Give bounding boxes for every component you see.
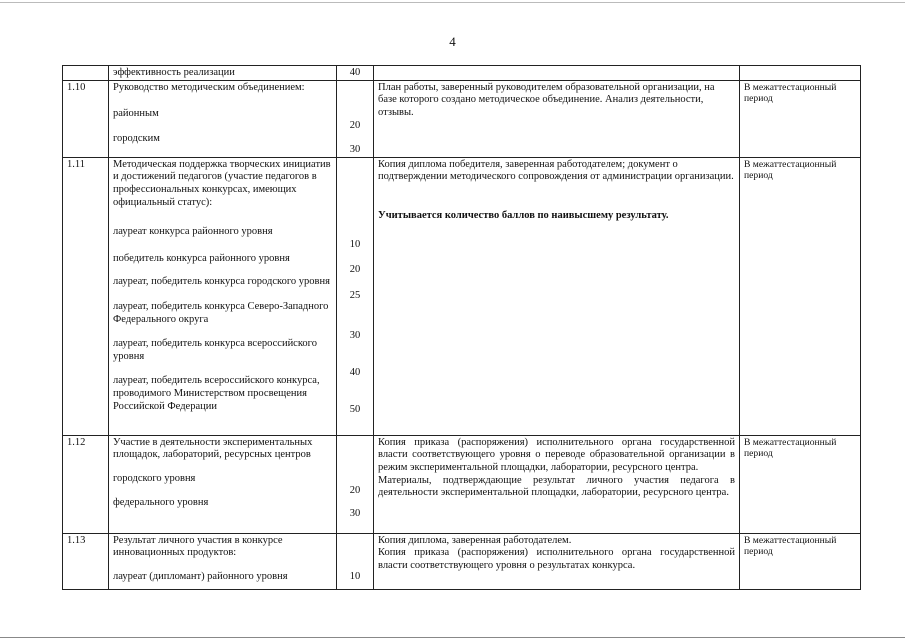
points-value: 30 bbox=[349, 329, 361, 341]
table-row bbox=[63, 66, 861, 81]
points-value: 30 bbox=[349, 508, 361, 520]
criterion-item: лауреат, победитель конкурса Северо-Западного Федерального округа bbox=[113, 300, 329, 325]
points-value: 20 bbox=[349, 484, 361, 496]
criterion-item: лауреат, победитель конкурса городского уровня bbox=[113, 276, 330, 288]
table-row bbox=[63, 157, 861, 435]
criterion-cell bbox=[109, 80, 337, 157]
period-cell: В межаттестационный период bbox=[740, 157, 861, 435]
row-number: 1.10 bbox=[63, 80, 109, 157]
documents-cell bbox=[374, 66, 740, 81]
documents-text: Копия приказа (распоряжения) исполнительного органа государственной власти соответствующего уровня о переводе образовательной организации в режим экспериментальной площадки, лаборатории, ресурсного центра. bbox=[378, 436, 735, 473]
period-cell: В межаттестационный период bbox=[740, 80, 861, 157]
criterion-item: лауреат конкурса районного уровня bbox=[113, 226, 273, 238]
criterion-title: Результат личного участия в конкурсе инновационных продуктов: bbox=[113, 534, 283, 559]
period-cell: В межаттестационный период bbox=[740, 533, 861, 589]
points-cell bbox=[337, 533, 374, 589]
row-number: 1.12 bbox=[63, 435, 109, 533]
criterion-cell bbox=[109, 533, 337, 589]
criterion-title: Методическая поддержка творческих инициатив и достижений педагогов (участие педагогов в профессиональных конкурсах, имеющих официальный статус): bbox=[113, 158, 331, 208]
row-number bbox=[63, 66, 109, 81]
criteria-table bbox=[62, 65, 861, 590]
documents-text: Копия диплома, заверенная работодателем. bbox=[378, 534, 572, 546]
points-cell bbox=[337, 80, 374, 157]
documents-cell bbox=[374, 435, 740, 533]
page-number: 4 bbox=[449, 34, 456, 49]
documents-text: Копия приказа (распоряжения) исполнительного органа государственной власти соответствующего уровня о результатах конкурса. bbox=[378, 547, 735, 571]
period-cell bbox=[740, 66, 861, 81]
documents-cell bbox=[374, 533, 740, 589]
points-cell bbox=[337, 435, 374, 533]
points-value: 20 bbox=[349, 264, 361, 276]
criterion-item: лауреат (дипломант) районного уровня bbox=[113, 570, 288, 582]
points-value: 50 bbox=[349, 403, 361, 415]
criterion-item: лауреат, победитель конкурса всероссийского уровня bbox=[113, 338, 317, 362]
row-number: 1.13 bbox=[63, 533, 109, 589]
criterion-item: победитель конкурса районного уровня bbox=[113, 252, 290, 264]
points-cell: 40 bbox=[337, 66, 374, 81]
points-value: 40 bbox=[349, 367, 361, 379]
criterion-item: районным bbox=[113, 108, 159, 120]
documents-cell bbox=[374, 157, 740, 435]
points-value: 10 bbox=[349, 238, 361, 250]
criterion-item: лауреат, победитель всероссийского конкурса, проводимого Министерством просвещения Российской Федерации bbox=[113, 375, 320, 412]
scan-bottom-edge bbox=[0, 637, 905, 638]
points-value: 10 bbox=[349, 570, 361, 582]
table-row bbox=[63, 435, 861, 533]
table-row bbox=[63, 80, 861, 157]
period-cell: В межаттестационный период bbox=[740, 435, 861, 533]
documents-cell: План работы, заверенный руководителем образовательной организации, на базе которого создано методическое объединение. Анализ деятельности, отзывы. bbox=[374, 80, 740, 157]
criterion-cell bbox=[109, 157, 337, 435]
points-value: 20 bbox=[349, 119, 361, 131]
documents-text: Копия диплома победителя, заверенная работодателем; документ о подтверждении методического сопровождения от администрации организации. bbox=[378, 158, 734, 183]
points-value: 25 bbox=[349, 289, 361, 301]
criterion-cell bbox=[109, 435, 337, 533]
points-cell bbox=[337, 157, 374, 435]
criterion-item: федерального уровня bbox=[113, 496, 209, 508]
points-value: 30 bbox=[349, 144, 361, 156]
criterion-title: Участие в деятельности экспериментальных площадок, лабораторий, ресурсных центров bbox=[113, 436, 313, 461]
documents-text: Материалы, подтверждающие результат личного участия педагога в деятельности экспериментальной площадки, лаборатории, ресурсного центра. bbox=[378, 474, 735, 499]
criterion-item: городским bbox=[113, 132, 160, 144]
documents-note: Учитывается количество баллов по наивысшему результату. bbox=[378, 209, 669, 221]
row-number: 1.11 bbox=[63, 157, 109, 435]
criterion-cell: эффективность реализации bbox=[109, 66, 337, 81]
table-row bbox=[63, 533, 861, 589]
criterion-title: Руководство методическим объединением: bbox=[113, 81, 305, 93]
criterion-item: городского уровня bbox=[113, 472, 196, 484]
scan-top-edge bbox=[0, 2, 905, 3]
